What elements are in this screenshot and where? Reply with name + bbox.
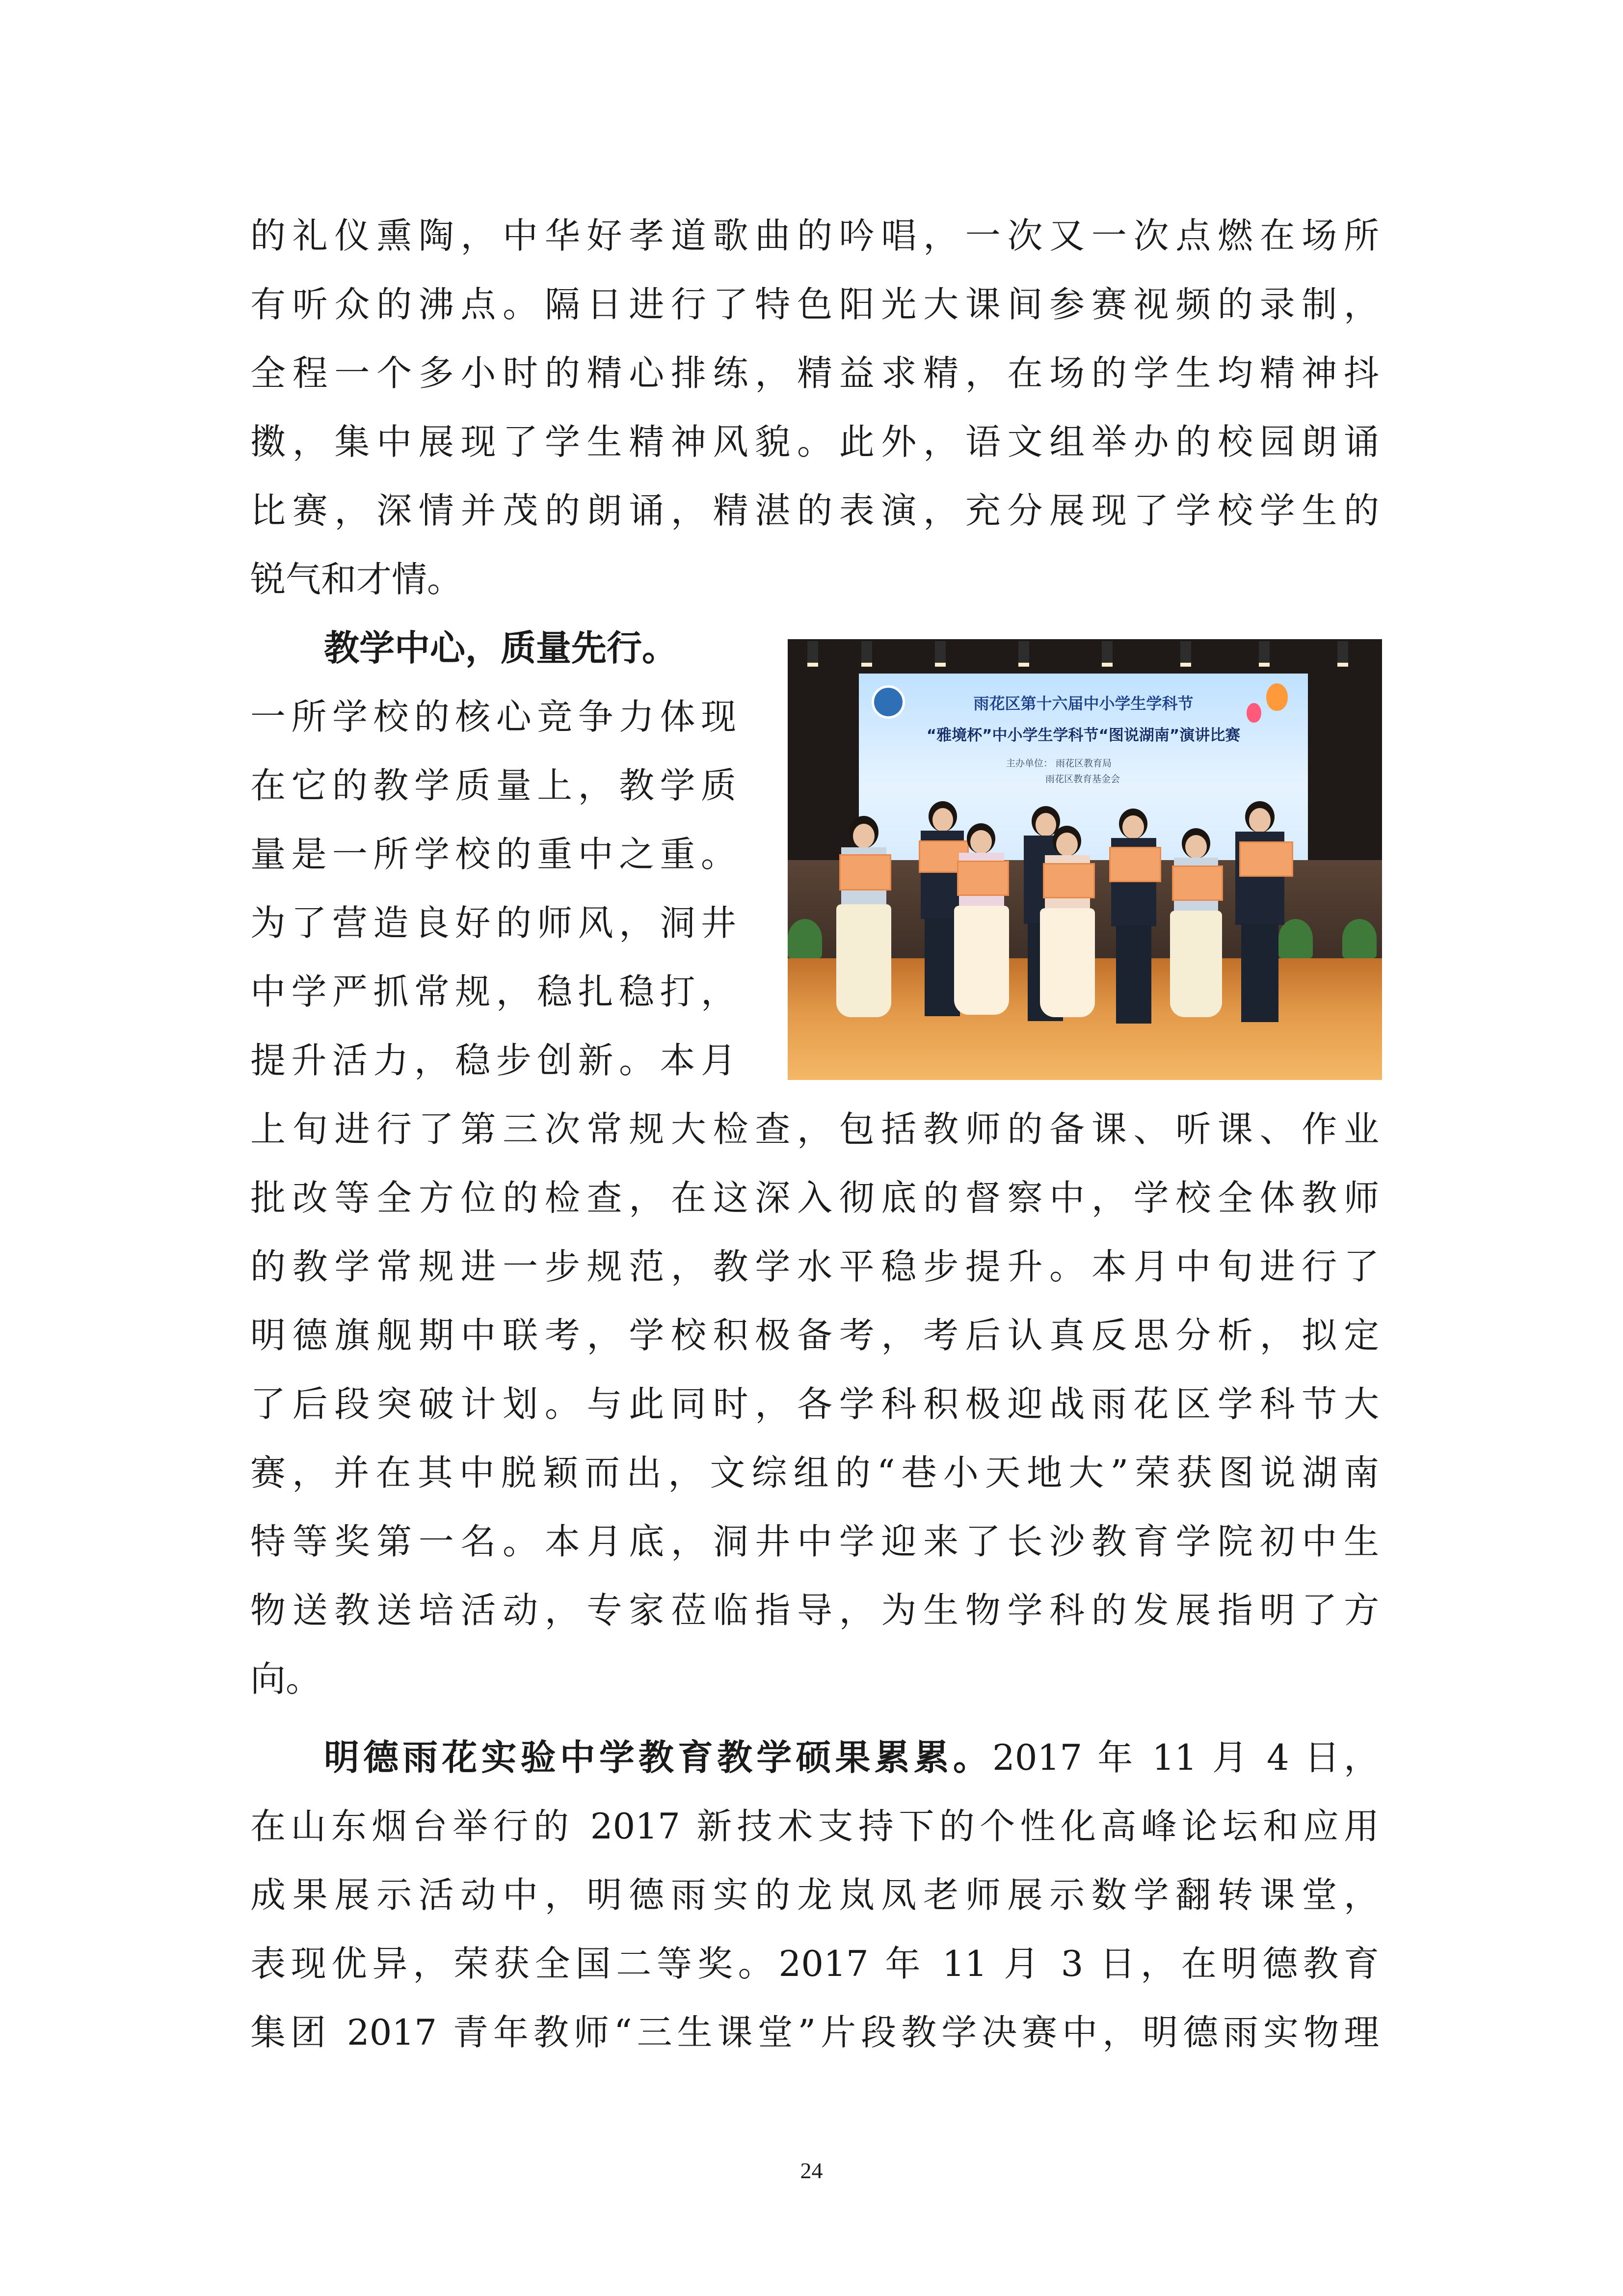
potted-plant [1342, 919, 1377, 958]
ceiling-light [861, 641, 872, 667]
potted-plant [788, 919, 822, 958]
paragraph-3-line: 成果展示活动中，明德雨实的龙岚凤老师展示数学翻转课堂， [250, 1874, 1379, 1916]
screen-organizer: 雨花区教育基金会 [1045, 774, 1120, 784]
paragraph-2-line: 的教学常规进一步规范，教学水平稳步提升。本月中旬进行了 [250, 1246, 1379, 1287]
certificate [1172, 865, 1223, 901]
student [1229, 801, 1291, 1027]
paragraph-1-line: 的礼仪熏陶，中华好孝道歌曲的吟唱，一次又一次点燃在场所 [250, 215, 1379, 256]
paragraph-2-wrapped-line: 一所学校的核心竞争力体现 [250, 696, 736, 737]
paragraph-3-first-line [324, 1733, 1379, 1782]
ceiling-light [1180, 641, 1191, 667]
paragraph-1-line: 全程一个多小时的精心排练，精益求精，在场的学生均精神抖 [250, 352, 1379, 394]
student [1168, 828, 1224, 1022]
paragraph-1-line: 锐气和才情。 [250, 559, 463, 600]
certificate [1239, 841, 1293, 877]
screen-title: 雨花区第十六届中小学生学科节 [973, 694, 1194, 713]
page-number: 24 [800, 2158, 823, 2183]
certificate [1043, 863, 1095, 898]
paragraph-2-wrapped-line: 量是一所学校的重中之重。 [250, 834, 736, 875]
student [1038, 826, 1097, 1022]
paragraph-1-line: 有听众的沸点。隔日进行了特色阳光大课间参赛视频的录制， [250, 284, 1379, 325]
ceiling-light [1102, 641, 1113, 667]
paragraph-3-line: 在山东烟台举行的 2017 新技术支持下的个性化高峰论坛和应用 [250, 1806, 1379, 1847]
paragraph-1-line: 擞，集中展现了学生精神风貌。此外，语文组举办的校园朗诵 [250, 421, 1379, 462]
student [1104, 809, 1163, 1025]
paragraph-2-wrapped-line: 为了营造良好的师风，洞井 [250, 902, 736, 944]
ceiling-light [1018, 641, 1029, 667]
student [952, 823, 1011, 1020]
paragraph-3-line: 表现优异，荣获全国二等奖。2017 年 11 月 3 日，在明德教育 [250, 1943, 1379, 1984]
ceiling-light [1337, 641, 1348, 667]
paragraph-2-line: 特等奖第一名。本月底，洞井中学迎来了长沙教育学院初中生 [250, 1521, 1379, 1562]
ceiling-light [807, 641, 818, 667]
certificate [839, 854, 891, 891]
paragraph-2-line: 了后段突破计划。与此同时，各学科积极迎战雨花区学科节大 [250, 1383, 1379, 1425]
paragraph-1-line: 比赛，深情并茂的朗诵，精湛的表演，充分展现了学校学生的 [250, 490, 1379, 531]
paragraph-3-first-line-rest: 2017 年 11 月 4 日， [992, 1737, 1379, 1778]
stage-lights [788, 639, 1382, 669]
paragraph-3-heading: 明德雨花实验中学教育教学硕果累累。 [324, 1736, 992, 1778]
ceiling-light [935, 641, 946, 667]
paragraph-2-line: 赛，并在其中脱颖而出，文综组的“巷小天地大”荣获图说湖南 [250, 1452, 1379, 1493]
paragraph-2-wrapped-line: 在它的教学质量上，教学质 [250, 765, 736, 806]
paragraph-2-line: 向。 [250, 1658, 321, 1700]
student [834, 816, 893, 1022]
screen-subtitle: “雅境杯”中小学生学科节“图说湖南”演讲比赛 [926, 727, 1241, 744]
paragraph-3-line: 集团 2017 青年教师“三生课堂”片段教学决赛中，明德雨实物理 [250, 2012, 1379, 2053]
screen-organizer: 主办单位： 雨花区教育局 [1006, 758, 1112, 769]
paragraph-2-line: 物送教送培活动，专家莅临指导，为生物学科的发展指明了方 [250, 1590, 1379, 1631]
ceiling-light [1259, 641, 1270, 667]
certificate [1109, 847, 1161, 882]
paragraph-2-line: 上旬进行了第三次常规大检查，包括教师的备课、听课、作业 [250, 1108, 1379, 1150]
paragraph-2-wrapped-line: 中学严抓常规，稳扎稳打， [250, 971, 736, 1012]
certificate [957, 861, 1009, 896]
paragraph-2-line: 明德旗舰期中联考，学校积极备考，考后认真反思分析，拟定 [250, 1315, 1379, 1356]
paragraph-2-heading: 教学中心，质量先行。 [324, 627, 678, 669]
speech-contest-photo [788, 639, 1382, 1080]
paragraph-2-line: 批改等全方位的检查，在这深入彻底的督察中，学校全体教师 [250, 1177, 1379, 1218]
paragraph-2-wrapped-line: 提升活力，稳步创新。本月 [250, 1040, 736, 1081]
